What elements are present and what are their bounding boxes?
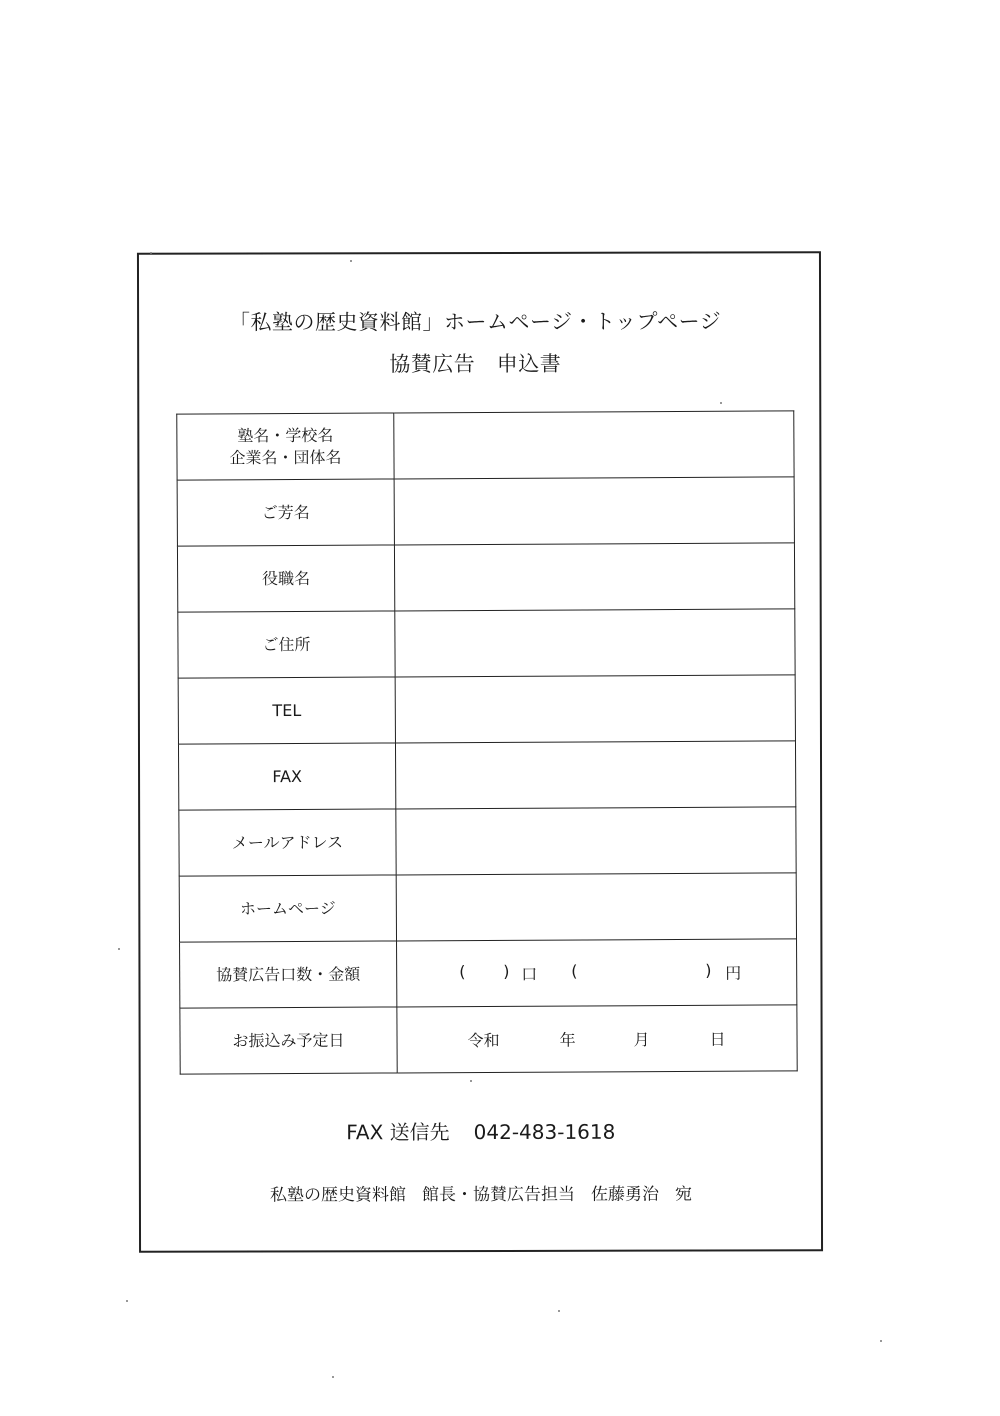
- label-homepage: ホームページ: [179, 875, 396, 942]
- field-address[interactable]: [395, 609, 795, 677]
- scan-speck: [126, 1300, 128, 1302]
- scan-speck: [350, 260, 352, 262]
- day-label: 日: [709, 1029, 726, 1049]
- table-row: [177, 411, 794, 480]
- label-email: メールアドレス: [179, 809, 396, 876]
- field-tel[interactable]: [395, 675, 795, 743]
- label-company-name: 企業名・団体名: [229, 447, 342, 467]
- era-label: 令和: [467, 1030, 500, 1050]
- table-row: [177, 477, 794, 546]
- units-label: 口: [521, 964, 538, 984]
- table-row: [179, 873, 796, 942]
- open-paren-yen: (: [571, 961, 578, 981]
- addressee: [141, 1179, 821, 1205]
- application-table: [176, 410, 797, 1074]
- label-transfer-date: お振込み予定日: [180, 1007, 397, 1074]
- form-title: 「私塾の歴史資料館」ホームページ・トップページ: [228, 309, 722, 335]
- table-row: [180, 939, 797, 1008]
- field-position[interactable]: [394, 543, 794, 611]
- addressee-name: 佐藤勇治: [590, 1184, 659, 1205]
- yen-label: 円: [725, 963, 742, 983]
- field-email[interactable]: [396, 807, 796, 875]
- year-label: 年: [559, 1030, 576, 1050]
- field-fax[interactable]: [395, 741, 795, 809]
- addressee-role: 館長・協賛広告担当: [421, 1184, 575, 1206]
- label-ad-units-amount: 協賛広告口数・金額: [180, 941, 397, 1008]
- addressee-org: 私塾の歴史資料館: [269, 1185, 406, 1206]
- scan-speck: [880, 1340, 882, 1342]
- label-name: ご芳名: [177, 479, 394, 546]
- table-row: [177, 543, 794, 612]
- scan-speck: [470, 1080, 472, 1082]
- scan-speck: [332, 1376, 334, 1378]
- label-position: 役職名: [177, 545, 394, 612]
- scan-speck: [150, 252, 152, 254]
- field-ad-units-amount[interactable]: [397, 939, 797, 1007]
- fax-destination-number: 042-483-1618: [473, 1119, 616, 1145]
- close-paren-yen: ): [705, 960, 712, 980]
- label-school-company-name: [177, 413, 394, 480]
- open-paren-units: (: [459, 961, 466, 981]
- scan-speck: [558, 1310, 560, 1312]
- table-row: [178, 675, 795, 744]
- fax-destination-label: FAX 送信先: [346, 1120, 450, 1145]
- field-transfer-date[interactable]: [397, 1005, 797, 1073]
- form-subtitle: 協賛広告 申込書: [389, 351, 562, 377]
- addressee-suffix: 宛: [674, 1184, 692, 1205]
- field-name[interactable]: [394, 477, 794, 545]
- table-row: [179, 807, 796, 876]
- label-tel: TEL: [178, 677, 395, 744]
- scan-speck: [118, 948, 120, 950]
- table-row: [178, 741, 795, 810]
- field-homepage[interactable]: [396, 873, 796, 941]
- label-address: ご住所: [178, 611, 395, 678]
- scan-speck: [720, 402, 722, 404]
- fax-destination: [141, 1115, 821, 1145]
- date-line: [397, 1026, 796, 1052]
- field-school-company-name[interactable]: [394, 411, 794, 479]
- month-label: 月: [633, 1029, 650, 1049]
- table-row: [178, 609, 795, 678]
- label-fax: FAX: [178, 743, 395, 810]
- close-paren-units: ): [503, 961, 510, 981]
- amount-line: [397, 960, 796, 986]
- label-school-name: 塾名・学校名: [237, 425, 334, 445]
- table-row: [180, 1005, 797, 1074]
